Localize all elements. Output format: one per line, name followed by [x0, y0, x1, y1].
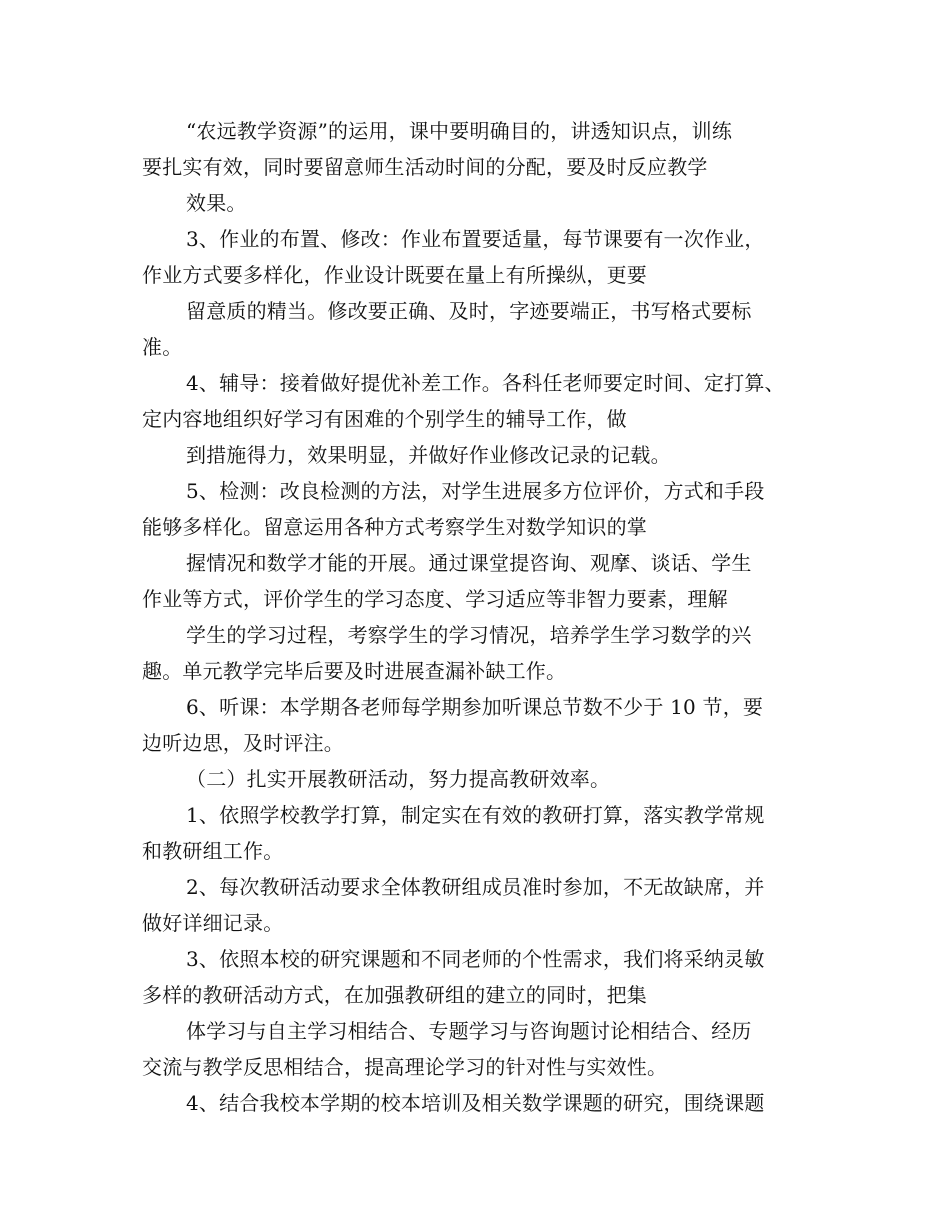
text-line: 做好详细记录。	[142, 911, 284, 935]
section-heading: （二）扎实开展教研活动，努力提高教研效率。	[186, 767, 611, 791]
text-line: 握情况和数学才能的开展。通过课堂提咨询、观摩、谈话、学生	[186, 551, 752, 575]
text-line: 3、作业的布置、修改：作业布置要适量，每节课要有一次作业，	[186, 227, 765, 251]
text-line: 准。	[142, 335, 183, 359]
text-line: “农远教学资源”的运用，课中要明确目的，讲透知识点，训练	[186, 119, 733, 143]
text-line: 学生的学习过程，考察学生的学习情况，培养学生学习数学的兴	[186, 623, 752, 647]
text-line: 3、依照本校的研究课题和不同老师的个性需求，我们将采纳灵敏	[186, 947, 765, 971]
text-line: 体学习与自主学习相结合、专题学习与咨询题讨论相结合、经历	[186, 1019, 752, 1043]
text-line: 趣。单元教学完毕后要及时进展查漏补缺工作。	[142, 659, 567, 683]
text-line: 4、辅导：接着做好提优补差工作。各科任老师要定时间、定打算、	[186, 371, 785, 395]
text-line: 多样的教研活动方式，在加强教研组的建立的同时，把集	[142, 983, 647, 1007]
text-line: 交流与教学反思相结合，提高理论学习的针对性与实效性。	[142, 1055, 668, 1079]
text-line: 到措施得力，效果明显，并做好作业修改记录的记载。	[186, 443, 671, 467]
text-line: 作业等方式，评价学生的学习态度、学习适应等非智力要素，理解	[142, 587, 728, 611]
text-line: 1、依照学校教学打算，制定实在有效的教研打算，落实教学常规	[186, 803, 765, 827]
text-line: 作业方式要多样化，作业设计既要在量上有所操纵，更要	[142, 263, 647, 287]
text-line: 效果。	[186, 191, 247, 215]
text-line: 和教研组工作。	[142, 839, 284, 863]
text-line: 2、每次教研活动要求全体教研组成员准时参加，不无故缺席，并	[186, 875, 765, 899]
text-line: 定内容地组织好学习有困难的个别学生的辅导工作，做	[142, 407, 627, 431]
text-line: 要扎实有效，同时要留意师生活动时间的分配，要及时反应教学	[142, 155, 708, 179]
text-line: 6、听课：本学期各老师每学期参加听课总节数不少于 10 节，要	[186, 695, 764, 719]
text-line: 边听边思，及时评注。	[142, 731, 344, 755]
text-line: 留意质的精当。修改要正确、及时，字迹要端正，书写格式要标	[186, 299, 752, 323]
text-line: 5、检测：改良检测的方法，对学生进展多方位评价，方式和手段	[186, 479, 765, 503]
text-line: 4、结合我校本学期的校本培训及相关数学课题的研究，围绕课题	[186, 1091, 765, 1115]
text-line: 能够多样化。留意运用各种方式考察学生对数学知识的掌	[142, 515, 647, 539]
